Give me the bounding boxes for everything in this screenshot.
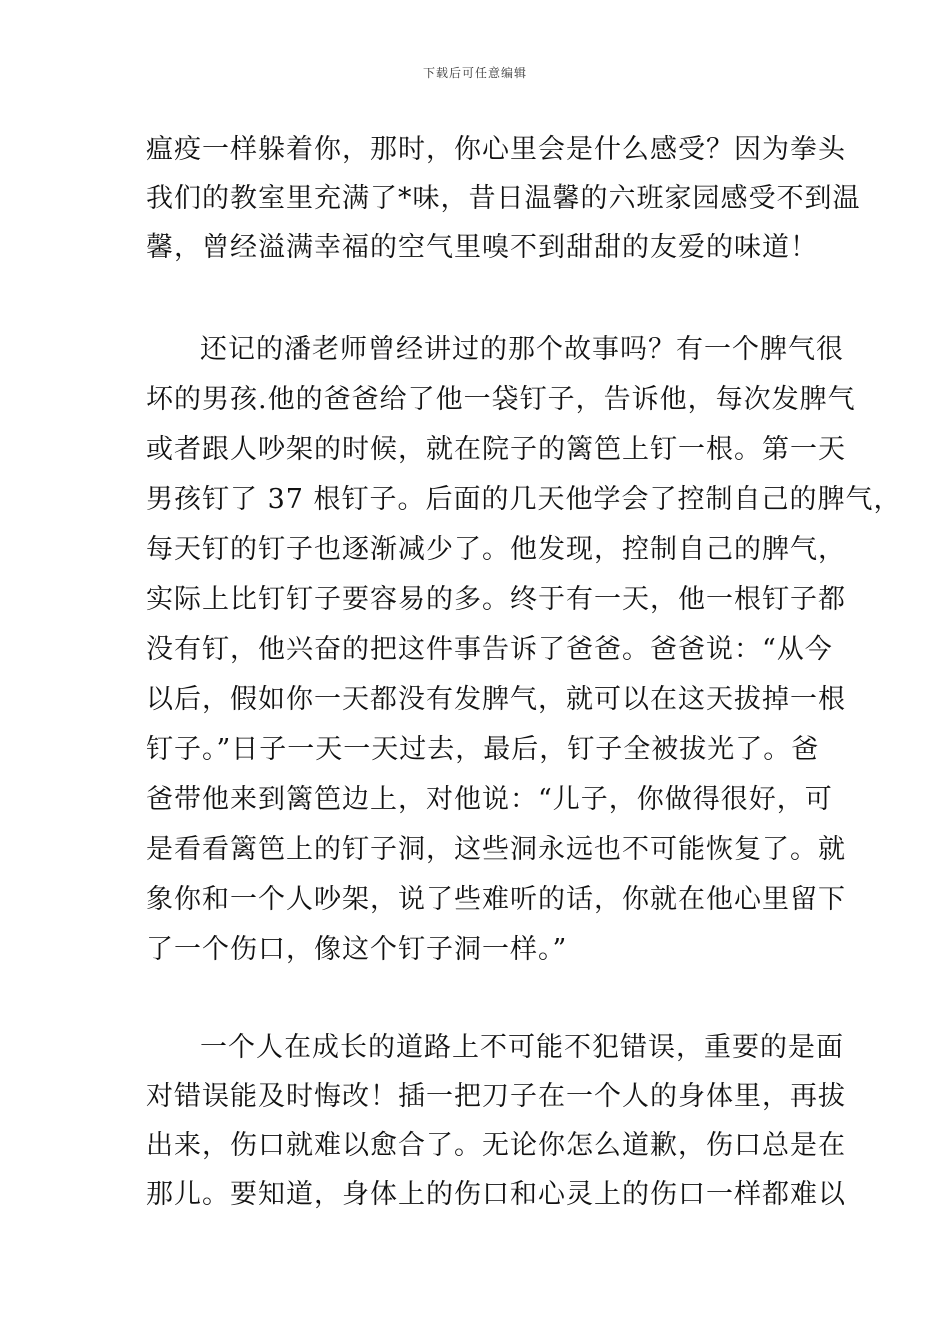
text-line: 了一个伤口，像这个钉子洞一样。” — [146, 934, 568, 965]
text-line: 出来，伤口就难以愈合了。无论你怎么道歉，伤口总是在 — [146, 1130, 846, 1161]
text-line: 钉子。”日子一天一天过去，最后，钉子全被拔光了。爸 — [146, 734, 820, 765]
text-line: 或者跟人吵架的时候，就在院子的篱笆上钉一根。第一天 — [146, 434, 846, 465]
text-line: 每天钉的钉子也逐渐减少了。他发现，控制自己的脾气， — [146, 534, 846, 565]
text-line: 爸带他来到篱笆边上，对他说：“儿子，你做得很好，可 — [146, 784, 833, 815]
text-line: 那儿。要知道，身体上的伤口和心灵上的伤口一样都难以 — [146, 1179, 846, 1210]
page-header: 下载后可任意编辑 — [422, 66, 527, 80]
text-line: 对错误能及时悔改！插一把刀子在一个人的身体里，再拔 — [146, 1081, 846, 1112]
text-line: 瘟疫一样躲着你，那时，你心里会是什么感受？因为拳头 — [146, 134, 846, 165]
text-line: 是看看篱笆上的钉子洞，这些洞永远也不可能恢复了。就 — [146, 834, 846, 865]
text-line: 一个人在成长的道路上不可能不犯错误，重要的是面 — [200, 1032, 844, 1063]
text-line: 实际上比钉钉子要容易的多。终于有一天，他一根钉子都 — [146, 584, 846, 615]
text-line: 没有钉，他兴奋的把这件事告诉了爸爸。爸爸说：“从今 — [146, 634, 833, 665]
text-line: 男孩钉了 37 根钉子。后面的几天他学会了控制自己的脾气， — [146, 484, 902, 515]
text-line: 象你和一个人吵架，说了些难听的话，你就在他心里留下 — [146, 884, 846, 915]
text-line: 馨，曾经溢满幸福的空气里嗅不到甜甜的友爱的味道！ — [146, 232, 818, 263]
text-line: 我们的教室里充满了*味，昔日温馨的六班家园感受不到温 — [146, 183, 861, 214]
text-line: 还记的潘老师曾经讲过的那个故事吗？有一个脾气很 — [200, 334, 844, 365]
text-line: 以后，假如你一天都没有发脾气，就可以在这天拔掉一根 — [146, 684, 846, 715]
text-line: 坏的男孩.他的爸爸给了他一袋钉子，告诉他，每次发脾气 — [146, 384, 856, 415]
